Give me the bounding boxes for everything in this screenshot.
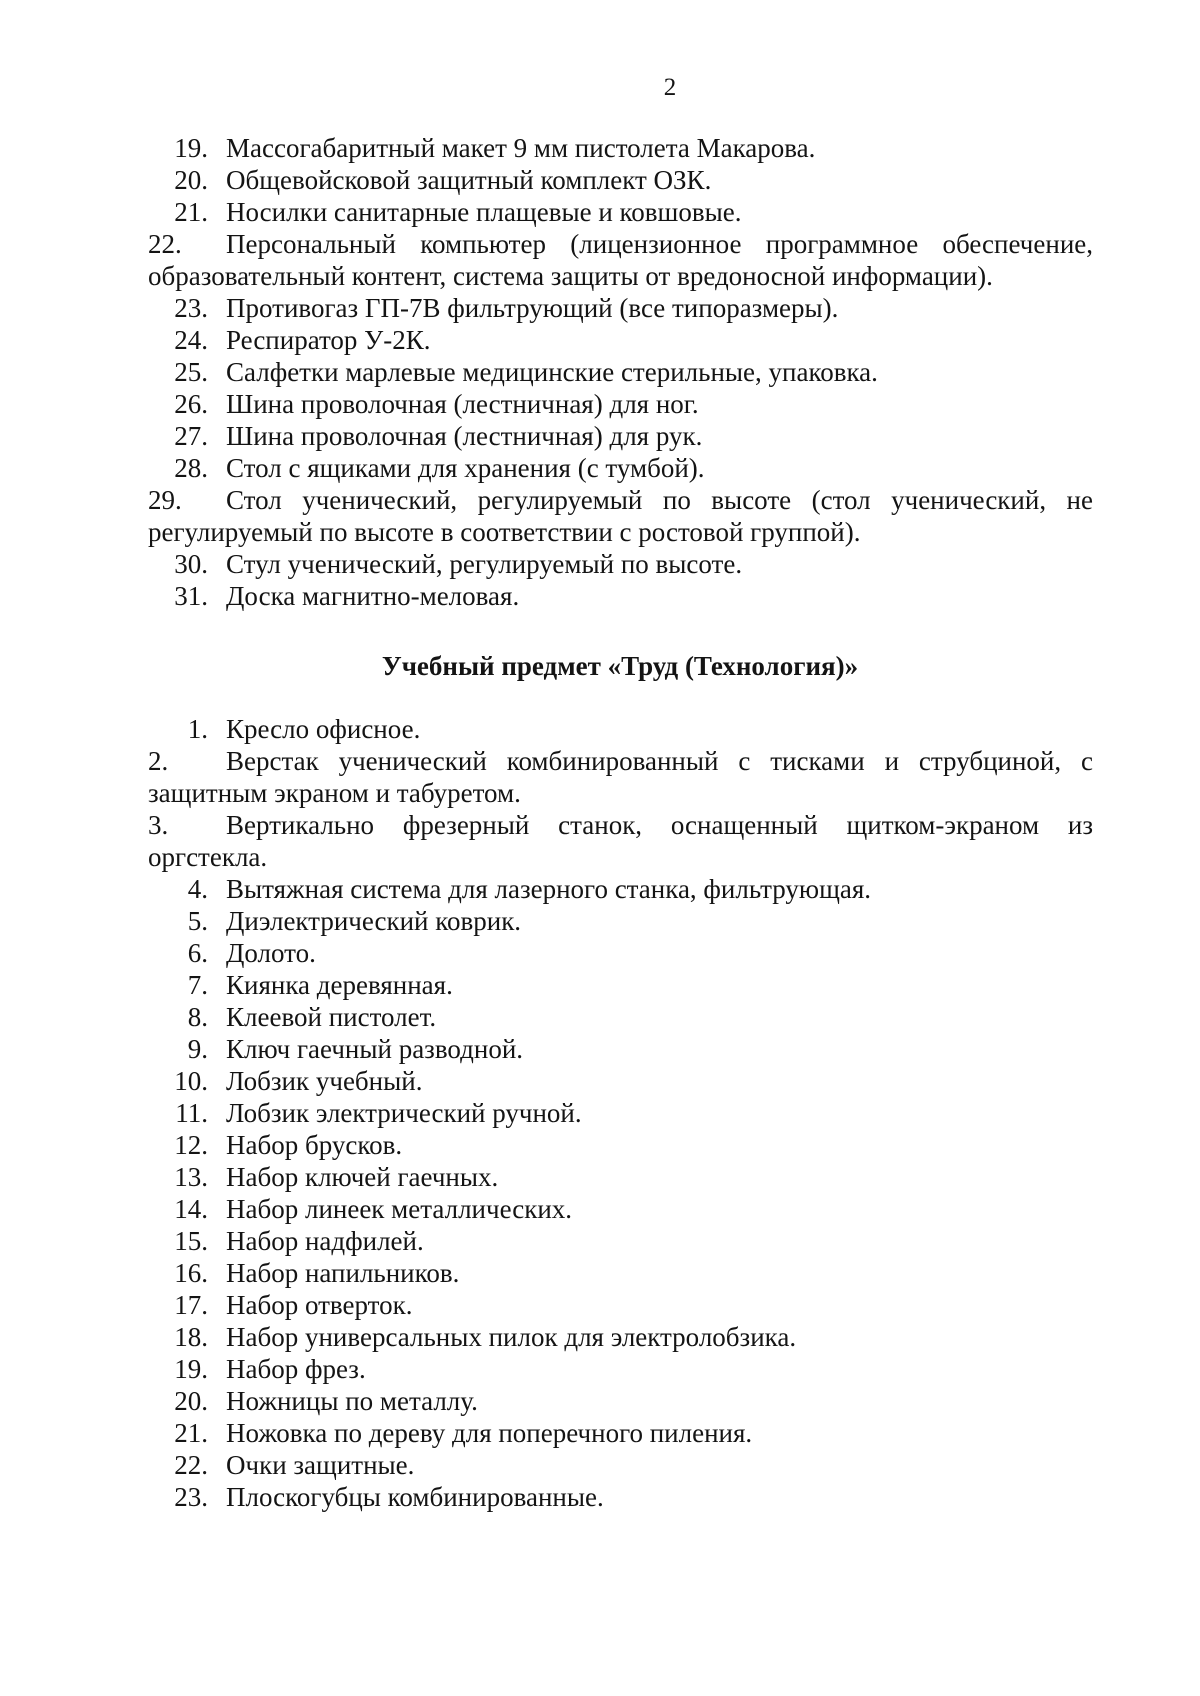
- list-item: [148, 580, 1093, 612]
- list-item: [148, 1449, 1093, 1481]
- item-number: 31.: [174, 581, 208, 611]
- list-item: [148, 873, 1093, 905]
- list-item: [148, 1033, 1093, 1065]
- item-number: 18.: [174, 1322, 208, 1352]
- item-text: Персональный компьютер (лицензионное программное обеспечение, образовательный контент, система защиты от вредоносной информации).: [148, 229, 1093, 291]
- list-item: [148, 1001, 1093, 1033]
- list-item: [148, 745, 1093, 809]
- item-number: 10.: [174, 1066, 208, 1096]
- item-text: Ножовка по дереву для поперечного пиления.: [226, 1418, 753, 1448]
- section-title: Учебный предмет «Труд (Технология)»: [381, 651, 859, 681]
- list-item: [148, 356, 1093, 388]
- item-text: Долото.: [226, 938, 316, 968]
- item-number: 19.: [174, 133, 208, 163]
- item-number: 8.: [187, 1002, 208, 1032]
- item-text: Ножницы по металлу.: [226, 1386, 478, 1416]
- list-item: [148, 228, 1093, 292]
- item-number: 28.: [174, 453, 208, 483]
- item-text: Очки защитные.: [226, 1450, 415, 1480]
- item-number: 19.: [174, 1354, 208, 1384]
- item-number: 9.: [187, 1034, 208, 1064]
- item-number: 11.: [175, 1098, 208, 1128]
- list-item: [148, 324, 1093, 356]
- list-item: [148, 1161, 1093, 1193]
- list-item: [148, 1385, 1093, 1417]
- list-item: [148, 1417, 1093, 1449]
- item-text: Доска магнитно-меловая.: [226, 581, 520, 611]
- list-item: [148, 196, 1093, 228]
- item-text: Набор брусков.: [226, 1130, 403, 1160]
- list-item: [148, 1481, 1093, 1513]
- list-item: [148, 1353, 1093, 1385]
- item-number: 15.: [174, 1226, 208, 1256]
- list-item: [148, 1097, 1093, 1129]
- item-text: Набор фрез.: [226, 1354, 366, 1384]
- item-number: 21.: [174, 1418, 208, 1448]
- item-number: 27.: [174, 421, 208, 451]
- item-text: Плоскогубцы комбинированные.: [226, 1482, 604, 1512]
- item-number: 20.: [174, 1386, 208, 1416]
- item-number: 17.: [174, 1290, 208, 1320]
- item-number: 2.: [148, 746, 169, 776]
- item-number: 23.: [174, 1482, 208, 1512]
- item-text: Респиратор У-2К.: [226, 325, 431, 355]
- list-item: [148, 809, 1093, 873]
- item-text: Шина проволочная (лестничная) для ног.: [226, 389, 699, 419]
- item-text: Ключ гаечный разводной.: [226, 1034, 524, 1064]
- item-text: Диэлектрический коврик.: [226, 906, 522, 936]
- item-text: Лобзик электрический ручной.: [226, 1098, 582, 1128]
- item-text: Клеевой пистолет.: [226, 1002, 437, 1032]
- item-text: Набор отверток.: [226, 1290, 413, 1320]
- item-text: Салфетки марлевые медицинские стерильные, упаковка.: [226, 357, 878, 387]
- item-text: Лобзик учебный.: [226, 1066, 423, 1096]
- item-number: 30.: [174, 549, 208, 579]
- list-item: [148, 1321, 1093, 1353]
- item-number: 29.: [148, 485, 182, 515]
- list-item: [148, 1257, 1093, 1289]
- item-text: Набор напильников.: [226, 1258, 460, 1288]
- item-text: Набор надфилей.: [226, 1226, 424, 1256]
- list-item: [148, 1193, 1093, 1225]
- item-number: 6.: [187, 938, 208, 968]
- list-item: [148, 905, 1093, 937]
- item-number: 1.: [187, 714, 208, 744]
- item-number: 23.: [174, 293, 208, 323]
- item-text: Массогабаритный макет 9 мм пистолета Макарова.: [226, 133, 816, 163]
- item-number: 4.: [187, 874, 208, 904]
- list-item: [148, 484, 1093, 548]
- equipment-list-continued: [148, 132, 1093, 612]
- list-item: [148, 164, 1093, 196]
- item-number: 5.: [187, 906, 208, 936]
- item-number: 14.: [174, 1194, 208, 1224]
- list-item: [148, 132, 1093, 164]
- item-number: 12.: [174, 1130, 208, 1160]
- item-number: 25.: [174, 357, 208, 387]
- list-item: [148, 969, 1093, 1001]
- item-text: Набор линеек металлических.: [226, 1194, 573, 1224]
- item-text: Стул ученический, регулируемый по высоте.: [226, 549, 743, 579]
- item-text: Общевойсковой защитный комплект ОЗК.: [226, 165, 712, 195]
- item-number: 26.: [174, 389, 208, 419]
- item-number: 21.: [174, 197, 208, 227]
- item-number: 13.: [174, 1162, 208, 1192]
- item-number: 7.: [187, 970, 208, 1000]
- item-text: Противогаз ГП-7В фильтрующий (все типоразмеры).: [226, 293, 839, 323]
- item-number: 24.: [174, 325, 208, 355]
- list-item: [148, 1065, 1093, 1097]
- item-text: Верстак ученический комбинированный с тисками и струбциной, с защитным экраном и табуретом.: [148, 746, 1093, 808]
- item-text: Набор ключей гаечных.: [226, 1162, 499, 1192]
- item-text: Носилки санитарные плащевые и ковшовые.: [226, 197, 742, 227]
- item-number: 3.: [148, 810, 169, 840]
- page-number: 2: [663, 74, 677, 101]
- item-number: 22.: [174, 1450, 208, 1480]
- item-text: Кресло офисное.: [226, 714, 421, 744]
- item-number: 22.: [148, 229, 182, 259]
- item-number: 20.: [174, 165, 208, 195]
- list-item: [148, 548, 1093, 580]
- item-number: 16.: [174, 1258, 208, 1288]
- item-text: Стол ученический, регулируемый по высоте (стол ученический, не регулируемый по высоте в соответствии с ростовой группой).: [148, 485, 1093, 547]
- item-text: Набор универсальных пилок для электролобзика.: [226, 1322, 797, 1352]
- item-text: Вертикально фрезерный станок, оснащенный щитком-экраном из оргстекла.: [148, 810, 1093, 872]
- list-item: [148, 292, 1093, 324]
- technology-equipment-list: [148, 713, 1093, 1513]
- list-item: [148, 388, 1093, 420]
- list-item: [148, 1129, 1093, 1161]
- list-item: [148, 713, 1093, 745]
- list-item: [148, 1225, 1093, 1257]
- item-text: Киянка деревянная.: [226, 970, 453, 1000]
- list-item: [148, 452, 1093, 484]
- item-text: Стол с ящиками для хранения (с тумбой).: [226, 453, 705, 483]
- item-text: Вытяжная система для лазерного станка, фильтрующая.: [226, 874, 872, 904]
- list-item: [148, 937, 1093, 969]
- item-text: Шина проволочная (лестничная) для рук.: [226, 421, 703, 451]
- list-item: [148, 420, 1093, 452]
- list-item: [148, 1289, 1093, 1321]
